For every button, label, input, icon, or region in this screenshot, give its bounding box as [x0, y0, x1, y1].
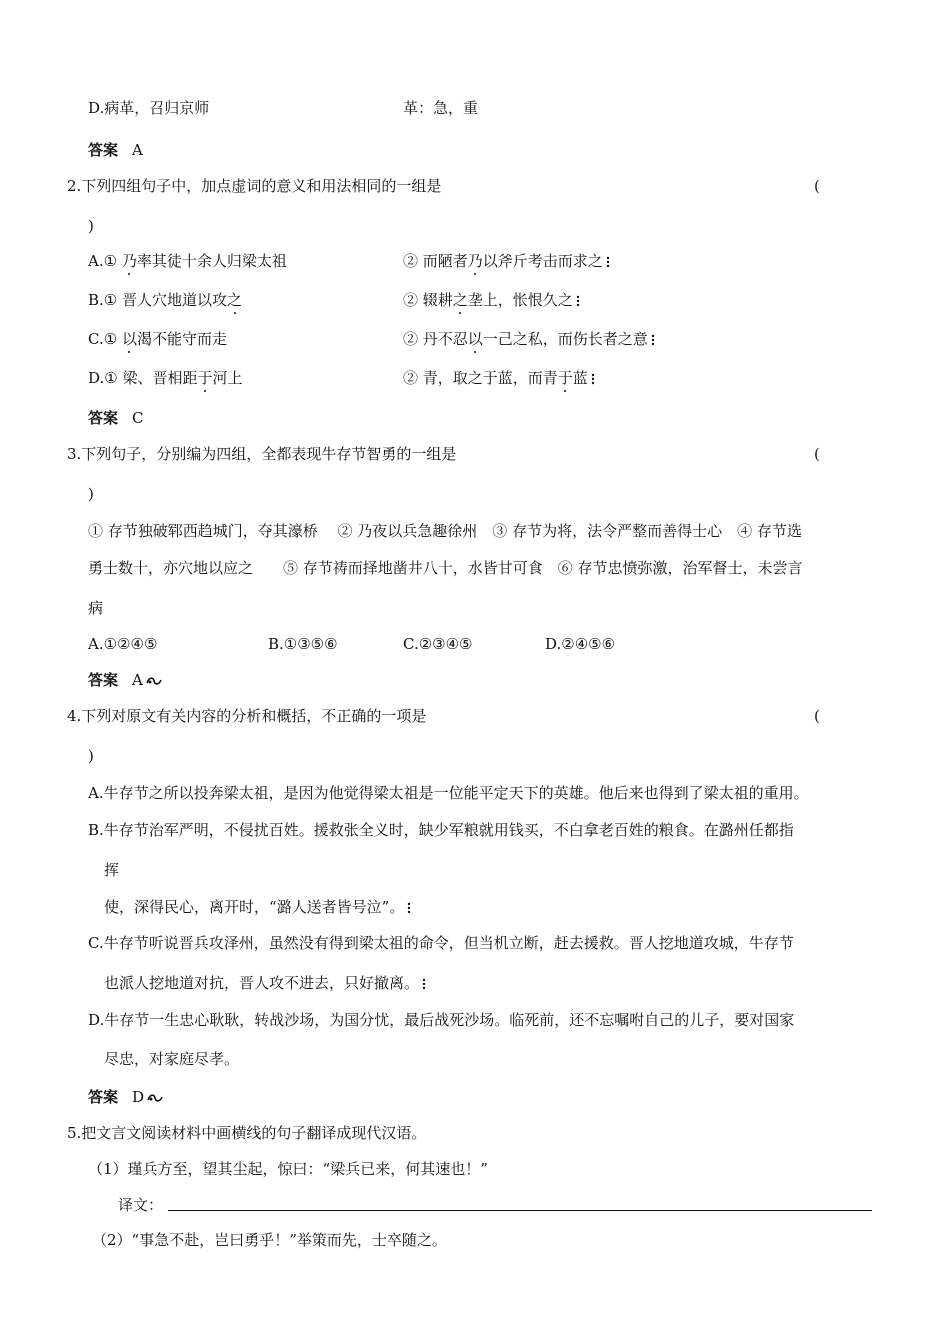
- vertical-dots-icon: [605, 255, 611, 269]
- q2-paren-open: (: [814, 177, 820, 195]
- q3-answer: 答案 A: [88, 670, 163, 690]
- q2-option-c-right: ② 丹不忍以一己之私，而伤长者之意: [403, 329, 656, 349]
- q1-option-d: D.病革，召归京师: [88, 99, 210, 117]
- curl-mark-icon: [146, 1092, 164, 1104]
- q4-option-c-line-1: C.牛存节听说晋兵攻泽州，虽然没有得到梁太祖的命令，但当机立断，赶去援救。晋人挖地道攻城，牛存节: [88, 934, 794, 952]
- q2-option-a-left: A.① 乃率其徒十余人归梁太祖: [88, 252, 287, 270]
- q3-sentences-line-2: 勇士数十，亦穴地以应之 ⑤ 存节祷而择地凿井八十，水皆甘可食 ⑥ 存节忠愤弥激，治军督士，未尝言: [88, 559, 803, 577]
- q4-paren-close: ): [88, 747, 94, 765]
- q2-option-b-left: B.① 晋人穴地道以攻之: [88, 291, 243, 309]
- q4-stem: 4.下列对原文有关内容的分析和概括，不正确的一项是: [67, 707, 427, 725]
- q4-option-a: A.牛存节之所以投奔梁太祖，是因为他觉得梁太祖是一位能平定天下的英雄。他后来也得到了梁太祖的重用。: [88, 784, 809, 802]
- q3-paren-open: (: [814, 445, 820, 463]
- q5-sentence-1: （1）瑾兵方至，望其尘起，惊曰：“梁兵已来，何其速也！”: [88, 1160, 488, 1178]
- q5-sentence-2: （2）“事急不赴，岂曰勇乎！”举策而先，士卒随之。: [92, 1231, 447, 1249]
- vertical-dots-icon: [421, 977, 427, 991]
- q2-answer: 答案 C: [88, 409, 144, 427]
- q4-option-b-line-3: 使，深得民心，离开时，“潞人送者皆号泣”。: [104, 897, 412, 917]
- q3-sentences-line-3: 病: [88, 599, 104, 617]
- q4-option-b-line-2: 挥: [104, 861, 120, 879]
- q5-translation-label: 译文：: [118, 1196, 164, 1214]
- q3-paren-close: ): [88, 485, 94, 503]
- vertical-dots-icon: [575, 294, 581, 308]
- q3-sentences-line-1: ① 存节独破郓西趋城门，夺其濠桥 ② 乃夜以兵急趣徐州 ③ 存节为将，法令严整而善得士心 ④ 存节选: [88, 522, 802, 540]
- q4-option-d-line-1: D.牛存节一生忠心耿耿，转战沙场，为国分忧，最后战死沙场。临死前，还不忘嘱咐自己的儿子，要对国家: [88, 1011, 795, 1029]
- q2-stem: 2.下列四组句子中，加点虚词的意义和用法相同的一组是: [67, 177, 442, 195]
- q2-paren-close: ): [88, 217, 94, 235]
- q1-answer: 答案 A: [88, 141, 143, 159]
- q4-paren-open: (: [814, 707, 820, 725]
- q3-option-b: B.①③⑤⑥: [268, 635, 338, 653]
- q3-stem: 3.下列句子，分别编为四组，全都表现牛存节智勇的一组是: [67, 445, 457, 463]
- q1-option-d-gloss: 革：急，重: [403, 99, 479, 117]
- q3-option-d: D.②④⑤⑥: [545, 635, 616, 653]
- vertical-dots-icon: [406, 901, 412, 915]
- q3-option-a: A.①②④⑤: [88, 635, 158, 653]
- q2-option-b-right: ② 辍耕之垄上，怅恨久之: [403, 290, 581, 310]
- q3-option-c: C.②③④⑤: [403, 635, 473, 653]
- q4-option-d-line-2: 尽忠，对家庭尽孝。: [104, 1050, 240, 1068]
- q4-option-b-line-1: B.牛存节治军严明，不侵扰百姓。援救张全义时，缺少军粮就用钱买，不白拿老百姓的粮食。在潞州任都指: [88, 821, 794, 839]
- q4-answer: 答案 D: [88, 1087, 164, 1107]
- vertical-dots-icon: [590, 372, 596, 386]
- q2-option-a-right: ② 而陋者乃以斧斤考击而求之: [403, 251, 611, 271]
- q4-option-c-line-2: 也派人挖地道对抗，晋人攻不进去，只好撤离。: [104, 973, 427, 993]
- vertical-dots-icon: [650, 333, 656, 347]
- q2-option-d-left: D.① 梁、晋相距于河上: [88, 369, 243, 387]
- translation-input-line[interactable]: [168, 1210, 872, 1211]
- q2-option-c-left: C.① 以渴不能守而走: [88, 330, 227, 348]
- curl-mark-icon: [145, 675, 163, 687]
- q2-option-d-right: ② 青，取之于蓝，而青于蓝: [403, 368, 596, 388]
- q5-stem: 5.把文言文阅读材料中画横线的句子翻译成现代汉语。: [67, 1124, 427, 1142]
